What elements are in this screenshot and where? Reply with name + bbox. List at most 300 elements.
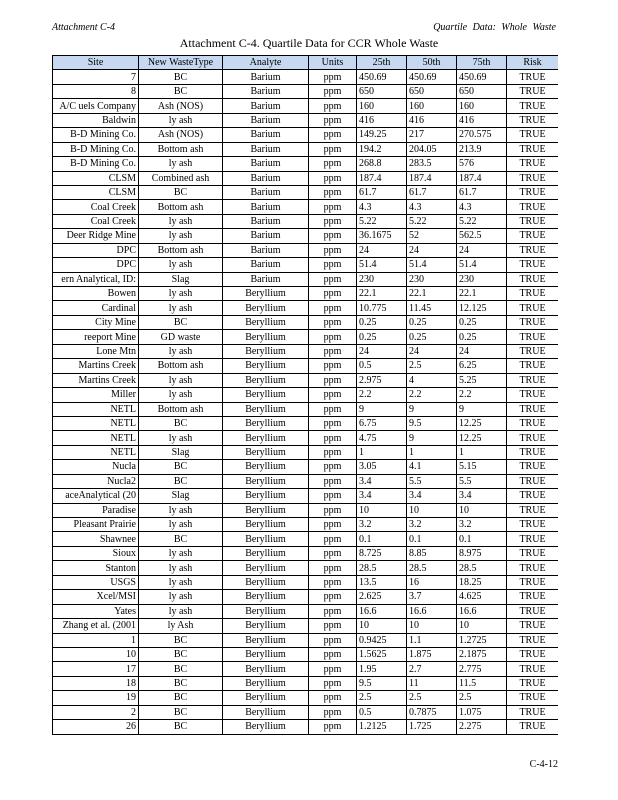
cell-site: Deer Ridge Mine (53, 229, 139, 243)
cell-analyte: Beryllium (223, 460, 309, 474)
cell-site: 2 (53, 705, 139, 719)
cell-analyte: Beryllium (223, 416, 309, 430)
cell-q25: 36.1675 (357, 229, 407, 243)
cell-q25: 0.1 (357, 532, 407, 546)
cell-units: ppm (309, 301, 357, 315)
cell-waste-type: Slag (139, 272, 223, 286)
cell-q50: 283.5 (407, 157, 457, 171)
cell-q50: 61.7 (407, 185, 457, 199)
cell-units: ppm (309, 171, 357, 185)
cell-q25: 2.975 (357, 373, 407, 387)
cell-waste-type: Slag (139, 445, 223, 459)
table-row (53, 676, 559, 690)
cell-site: 10 (53, 647, 139, 661)
cell-q50: 24 (407, 243, 457, 257)
cell-waste-type: ly ash (139, 373, 223, 387)
cell-site: Shawnee (53, 532, 139, 546)
cell-risk: TRUE (507, 676, 559, 690)
cell-waste-type: ly ash (139, 388, 223, 402)
cell-units: ppm (309, 445, 357, 459)
cell-site: CLSM (53, 185, 139, 199)
cell-q50: 0.25 (407, 315, 457, 329)
cell-waste-type: BC (139, 416, 223, 430)
cell-q25: 0.25 (357, 330, 407, 344)
cell-risk: TRUE (507, 720, 559, 734)
cell-analyte: Beryllium (223, 604, 309, 618)
cell-q75: 12.125 (457, 301, 507, 315)
cell-q25: 10 (357, 619, 407, 633)
cell-q25: 3.2 (357, 518, 407, 532)
cell-site: ern Analytical, ID: (53, 272, 139, 286)
cell-site: NETL (53, 431, 139, 445)
cell-units: ppm (309, 619, 357, 633)
cell-risk: TRUE (507, 474, 559, 488)
column-header-q75: 75th (457, 56, 507, 70)
cell-q50: 16 (407, 575, 457, 589)
cell-analyte: Barium (223, 200, 309, 214)
cell-units: ppm (309, 575, 357, 589)
cell-q75: 5.25 (457, 373, 507, 387)
cell-analyte: Beryllium (223, 445, 309, 459)
cell-q50: 450.69 (407, 70, 457, 84)
cell-q50: 217 (407, 128, 457, 142)
cell-q25: 4.3 (357, 200, 407, 214)
table-row (53, 84, 559, 98)
cell-risk: TRUE (507, 590, 559, 604)
cell-units: ppm (309, 676, 357, 690)
cell-q75: 213.9 (457, 142, 507, 156)
cell-q25: 61.7 (357, 185, 407, 199)
cell-waste-type: ly Ash (139, 619, 223, 633)
cell-q25: 13.5 (357, 575, 407, 589)
cell-q50: 2.5 (407, 691, 457, 705)
cell-site: DPC (53, 243, 139, 257)
cell-q50: 16.6 (407, 604, 457, 618)
table-row (53, 344, 559, 358)
cell-q25: 0.9425 (357, 633, 407, 647)
table-row (53, 619, 559, 633)
cell-units: ppm (309, 546, 357, 560)
table-row (53, 359, 559, 373)
cell-waste-type: BC (139, 676, 223, 690)
cell-risk: TRUE (507, 84, 559, 98)
cell-waste-type: ly ash (139, 229, 223, 243)
cell-risk: TRUE (507, 561, 559, 575)
cell-units: ppm (309, 474, 357, 488)
table-row (53, 330, 559, 344)
table-row (53, 474, 559, 488)
cell-q75: 18.25 (457, 575, 507, 589)
cell-risk: TRUE (507, 489, 559, 503)
cell-waste-type: BC (139, 185, 223, 199)
cell-analyte: Beryllium (223, 691, 309, 705)
cell-waste-type: BC (139, 315, 223, 329)
cell-q75: 0.25 (457, 315, 507, 329)
table-row (53, 633, 559, 647)
cell-risk: TRUE (507, 200, 559, 214)
cell-q25: 1 (357, 445, 407, 459)
cell-q50: 3.7 (407, 590, 457, 604)
cell-analyte: Beryllium (223, 546, 309, 560)
cell-q75: 8.975 (457, 546, 507, 560)
table-row (53, 561, 559, 575)
cell-analyte: Beryllium (223, 590, 309, 604)
cell-q25: 0.5 (357, 359, 407, 373)
cell-q50: 5.5 (407, 474, 457, 488)
cell-q25: 22.1 (357, 287, 407, 301)
cell-q75: 450.69 (457, 70, 507, 84)
cell-risk: TRUE (507, 546, 559, 560)
page-number: C-4-12 (529, 759, 558, 770)
cell-q50: 10 (407, 619, 457, 633)
cell-q50: 160 (407, 99, 457, 113)
cell-q75: 61.7 (457, 185, 507, 199)
cell-risk: TRUE (507, 185, 559, 199)
cell-waste-type: BC (139, 70, 223, 84)
cell-units: ppm (309, 142, 357, 156)
cell-analyte: Barium (223, 272, 309, 286)
cell-q75: 10 (457, 619, 507, 633)
cell-q25: 10 (357, 503, 407, 517)
cell-waste-type: ly ash (139, 113, 223, 127)
cell-site: Pleasant Prairie (53, 518, 139, 532)
cell-q75: 2.1875 (457, 647, 507, 661)
column-header-waste-type: New WasteType (139, 56, 223, 70)
cell-risk: TRUE (507, 70, 559, 84)
column-header-q25: 25th (357, 56, 407, 70)
cell-risk: TRUE (507, 315, 559, 329)
cell-risk: TRUE (507, 214, 559, 228)
cell-analyte: Barium (223, 70, 309, 84)
cell-analyte: Barium (223, 171, 309, 185)
cell-site: Baldwin (53, 113, 139, 127)
cell-risk: TRUE (507, 416, 559, 430)
table-row (53, 157, 559, 171)
cell-units: ppm (309, 229, 357, 243)
table-row (53, 604, 559, 618)
cell-q50: 416 (407, 113, 457, 127)
table-row (53, 388, 559, 402)
quartile-table-container (52, 55, 558, 735)
cell-analyte: Beryllium (223, 388, 309, 402)
cell-site: Cardinal (53, 301, 139, 315)
cell-units: ppm (309, 70, 357, 84)
cell-q50: 1.875 (407, 647, 457, 661)
cell-q75: 0.1 (457, 532, 507, 546)
cell-q75: 1.2725 (457, 633, 507, 647)
cell-q50: 204.05 (407, 142, 457, 156)
cell-q25: 650 (357, 84, 407, 98)
cell-q50: 9 (407, 402, 457, 416)
cell-waste-type: ly ash (139, 301, 223, 315)
cell-q25: 51.4 (357, 258, 407, 272)
table-row (53, 416, 559, 430)
cell-risk: TRUE (507, 229, 559, 243)
cell-site: Stanton (53, 561, 139, 575)
cell-q25: 16.6 (357, 604, 407, 618)
cell-q50: 3.2 (407, 518, 457, 532)
cell-risk: TRUE (507, 258, 559, 272)
cell-analyte: Beryllium (223, 705, 309, 719)
cell-q25: 6.75 (357, 416, 407, 430)
cell-waste-type: BC (139, 633, 223, 647)
cell-analyte: Barium (223, 258, 309, 272)
cell-analyte: Beryllium (223, 561, 309, 575)
cell-units: ppm (309, 157, 357, 171)
cell-q75: 0.25 (457, 330, 507, 344)
cell-units: ppm (309, 633, 357, 647)
column-header-units: Units (309, 56, 357, 70)
table-row (53, 402, 559, 416)
cell-site: Nucla2 (53, 474, 139, 488)
cell-q25: 160 (357, 99, 407, 113)
cell-analyte: Beryllium (223, 301, 309, 315)
cell-q50: 9 (407, 431, 457, 445)
table-row (53, 431, 559, 445)
cell-risk: TRUE (507, 633, 559, 647)
cell-site: reeport Mine (53, 330, 139, 344)
cell-units: ppm (309, 258, 357, 272)
cell-waste-type: ly ash (139, 575, 223, 589)
cell-units: ppm (309, 647, 357, 661)
cell-analyte: Beryllium (223, 662, 309, 676)
cell-waste-type: Slag (139, 489, 223, 503)
table-row (53, 113, 559, 127)
cell-waste-type: Ash (NOS) (139, 99, 223, 113)
cell-units: ppm (309, 315, 357, 329)
table-row (53, 691, 559, 705)
cell-site: NETL (53, 416, 139, 430)
cell-q25: 1.2125 (357, 720, 407, 734)
table-row (53, 142, 559, 156)
cell-waste-type: ly ash (139, 604, 223, 618)
cell-waste-type: ly ash (139, 258, 223, 272)
cell-waste-type: ly ash (139, 214, 223, 228)
table-row (53, 214, 559, 228)
cell-q75: 270.575 (457, 128, 507, 142)
cell-units: ppm (309, 402, 357, 416)
cell-q50: 10 (407, 503, 457, 517)
cell-site: Miller (53, 388, 139, 402)
cell-q75: 2.775 (457, 662, 507, 676)
cell-risk: TRUE (507, 272, 559, 286)
cell-risk: TRUE (507, 532, 559, 546)
table-row (53, 489, 559, 503)
cell-q50: 9.5 (407, 416, 457, 430)
cell-q75: 24 (457, 243, 507, 257)
cell-site: Martins Creek (53, 359, 139, 373)
cell-q75: 4.625 (457, 590, 507, 604)
cell-analyte: Beryllium (223, 575, 309, 589)
cell-q75: 24 (457, 344, 507, 358)
column-header-risk: Risk (507, 56, 559, 70)
cell-q25: 8.725 (357, 546, 407, 560)
cell-q50: 11.45 (407, 301, 457, 315)
cell-risk: TRUE (507, 431, 559, 445)
cell-q25: 3.4 (357, 489, 407, 503)
cell-analyte: Beryllium (223, 402, 309, 416)
cell-q75: 6.25 (457, 359, 507, 373)
cell-units: ppm (309, 359, 357, 373)
cell-site: Bowen (53, 287, 139, 301)
cell-units: ppm (309, 243, 357, 257)
cell-risk: TRUE (507, 113, 559, 127)
cell-waste-type: BC (139, 460, 223, 474)
table-row (53, 301, 559, 315)
cell-q75: 16.6 (457, 604, 507, 618)
page-title: Attachment C-4. Quartile Data for CCR Whole Waste (179, 36, 439, 50)
cell-waste-type: Bottom ash (139, 200, 223, 214)
cell-q25: 2.5 (357, 691, 407, 705)
cell-analyte: Beryllium (223, 431, 309, 445)
table-row (53, 287, 559, 301)
cell-units: ppm (309, 532, 357, 546)
cell-waste-type: BC (139, 532, 223, 546)
cell-q25: 268.8 (357, 157, 407, 171)
cell-waste-type: ly ash (139, 344, 223, 358)
cell-analyte: Beryllium (223, 619, 309, 633)
table-row (53, 315, 559, 329)
cell-q50: 650 (407, 84, 457, 98)
cell-site: 18 (53, 676, 139, 690)
cell-waste-type: BC (139, 705, 223, 719)
quartile-table (52, 55, 558, 735)
cell-units: ppm (309, 287, 357, 301)
cell-q75: 5.5 (457, 474, 507, 488)
cell-q25: 0.25 (357, 315, 407, 329)
cell-q75: 9 (457, 402, 507, 416)
cell-q75: 3.4 (457, 489, 507, 503)
cell-q50: 51.4 (407, 258, 457, 272)
cell-q25: 28.5 (357, 561, 407, 575)
cell-q75: 2.275 (457, 720, 507, 734)
table-body (53, 70, 559, 734)
table-row (53, 70, 559, 84)
cell-waste-type: BC (139, 647, 223, 661)
cell-q75: 12.25 (457, 431, 507, 445)
cell-units: ppm (309, 99, 357, 113)
cell-units: ppm (309, 705, 357, 719)
cell-q50: 3.4 (407, 489, 457, 503)
cell-risk: TRUE (507, 157, 559, 171)
cell-units: ppm (309, 388, 357, 402)
cell-analyte: Barium (223, 142, 309, 156)
cell-site: 17 (53, 662, 139, 676)
cell-q50: 230 (407, 272, 457, 286)
cell-q50: 0.7875 (407, 705, 457, 719)
cell-units: ppm (309, 416, 357, 430)
cell-site: Sioux (53, 546, 139, 560)
cell-q50: 1.1 (407, 633, 457, 647)
cell-q75: 562.5 (457, 229, 507, 243)
cell-risk: TRUE (507, 460, 559, 474)
cell-risk: TRUE (507, 301, 559, 315)
cell-analyte: Beryllium (223, 518, 309, 532)
cell-q25: 1.95 (357, 662, 407, 676)
cell-q75: 22.1 (457, 287, 507, 301)
cell-site: NETL (53, 402, 139, 416)
table-row (53, 99, 559, 113)
cell-q50: 8.85 (407, 546, 457, 560)
cell-site: DPC (53, 258, 139, 272)
table-row (53, 243, 559, 257)
cell-waste-type: Ash (NOS) (139, 128, 223, 142)
cell-risk: TRUE (507, 171, 559, 185)
cell-q50: 52 (407, 229, 457, 243)
cell-analyte: Beryllium (223, 344, 309, 358)
cell-q75: 650 (457, 84, 507, 98)
cell-units: ppm (309, 503, 357, 517)
cell-units: ppm (309, 518, 357, 532)
cell-q25: 9.5 (357, 676, 407, 690)
cell-risk: TRUE (507, 99, 559, 113)
cell-q75: 160 (457, 99, 507, 113)
header-section-label: Quartile Data: Whole Waste (433, 22, 556, 33)
table-row (53, 546, 559, 560)
cell-q75: 3.2 (457, 518, 507, 532)
cell-analyte: Barium (223, 243, 309, 257)
cell-site: Martins Creek (53, 373, 139, 387)
table-row (53, 647, 559, 661)
cell-q50: 22.1 (407, 287, 457, 301)
cell-site: CLSM (53, 171, 139, 185)
cell-waste-type: ly ash (139, 503, 223, 517)
cell-q50: 4.1 (407, 460, 457, 474)
cell-units: ppm (309, 373, 357, 387)
cell-q75: 187.4 (457, 171, 507, 185)
cell-q25: 149.25 (357, 128, 407, 142)
cell-q25: 450.69 (357, 70, 407, 84)
cell-q25: 2.625 (357, 590, 407, 604)
cell-analyte: Beryllium (223, 633, 309, 647)
cell-q75: 12.25 (457, 416, 507, 430)
cell-q50: 187.4 (407, 171, 457, 185)
table-row (53, 662, 559, 676)
cell-q25: 5.22 (357, 214, 407, 228)
cell-q50: 2.2 (407, 388, 457, 402)
cell-q50: 1 (407, 445, 457, 459)
cell-units: ppm (309, 272, 357, 286)
cell-risk: TRUE (507, 445, 559, 459)
cell-risk: TRUE (507, 388, 559, 402)
cell-q50: 24 (407, 344, 457, 358)
table-row (53, 720, 559, 734)
cell-units: ppm (309, 113, 357, 127)
table-row (53, 460, 559, 474)
cell-units: ppm (309, 561, 357, 575)
cell-q75: 5.15 (457, 460, 507, 474)
cell-q75: 1.075 (457, 705, 507, 719)
cell-risk: TRUE (507, 359, 559, 373)
cell-q50: 4.3 (407, 200, 457, 214)
cell-risk: TRUE (507, 662, 559, 676)
cell-q25: 230 (357, 272, 407, 286)
table-row (53, 128, 559, 142)
cell-units: ppm (309, 128, 357, 142)
cell-analyte: Beryllium (223, 532, 309, 546)
cell-waste-type: Bottom ash (139, 142, 223, 156)
cell-site: aceAnalytical (20 (53, 489, 139, 503)
cell-risk: TRUE (507, 373, 559, 387)
cell-q50: 1.725 (407, 720, 457, 734)
cell-site: 7 (53, 70, 139, 84)
cell-units: ppm (309, 604, 357, 618)
cell-q25: 194.2 (357, 142, 407, 156)
cell-q75: 10 (457, 503, 507, 517)
cell-units: ppm (309, 662, 357, 676)
cell-units: ppm (309, 720, 357, 734)
cell-risk: TRUE (507, 705, 559, 719)
